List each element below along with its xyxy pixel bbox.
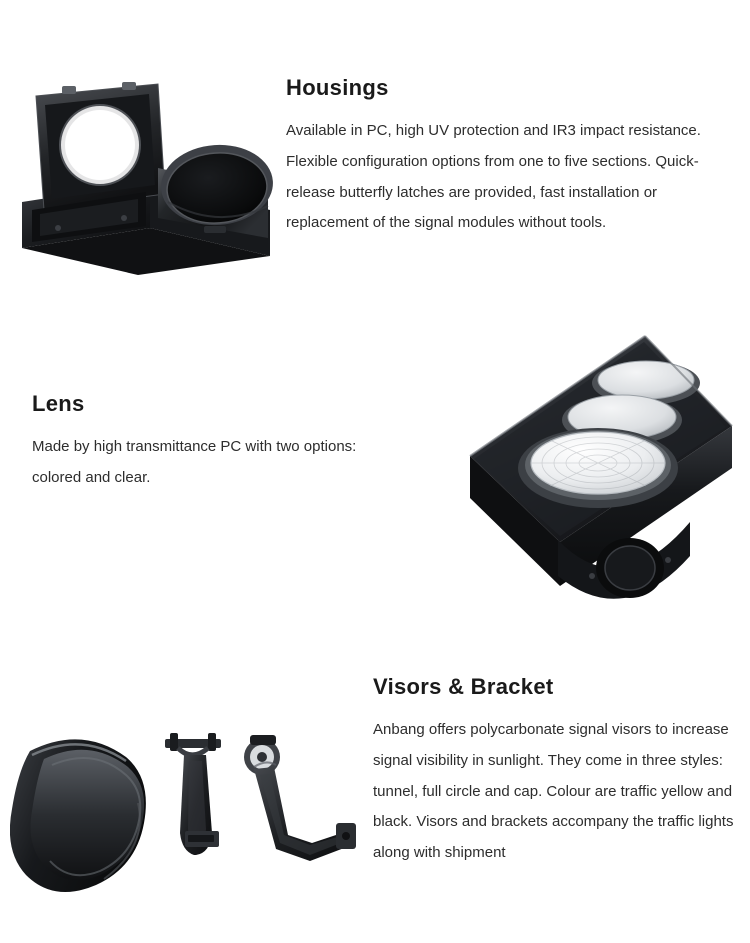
lens-illustration: [440, 328, 736, 618]
tunnel-visor-shape: [10, 739, 146, 892]
bracket-elbow: [244, 735, 356, 861]
housings-text-block: [286, 76, 706, 239]
visors-image: [10, 715, 360, 915]
section-housings: [0, 0, 750, 300]
visors-title: Visors & Bracket: [373, 674, 554, 699]
section-visors: [0, 630, 750, 943]
housings-image: [18, 42, 273, 277]
housings-title: Housings: [286, 75, 389, 100]
lens-body: Made by high transmittance PC with two options: colored and clear.: [32, 438, 357, 486]
visor-bracket-illustration: [10, 715, 360, 915]
housings-body: Available in PC, high UV protection and IR3 impact resistance. Flexible configuration options from one to five sections. Quick-release butterfly latches are provided, fast installation or replacement of the signal modules without tools.: [286, 122, 701, 232]
lens-text-block: [32, 392, 372, 494]
bracket-straight: [165, 733, 221, 855]
lens-title: Lens: [32, 391, 85, 416]
visors-body: Anbang offers polycarbonate signal visors to increase signal visibility in sunlight. They come in three styles: tunnel, full circle and cap. Colour are traffic yellow and black. Visors and brackets accompany the traffic lights along with shipment: [373, 721, 734, 862]
housing-illustration: [18, 42, 273, 277]
section-lens: [0, 300, 750, 630]
visors-text-block: [373, 675, 735, 869]
lens-image: [440, 328, 736, 618]
